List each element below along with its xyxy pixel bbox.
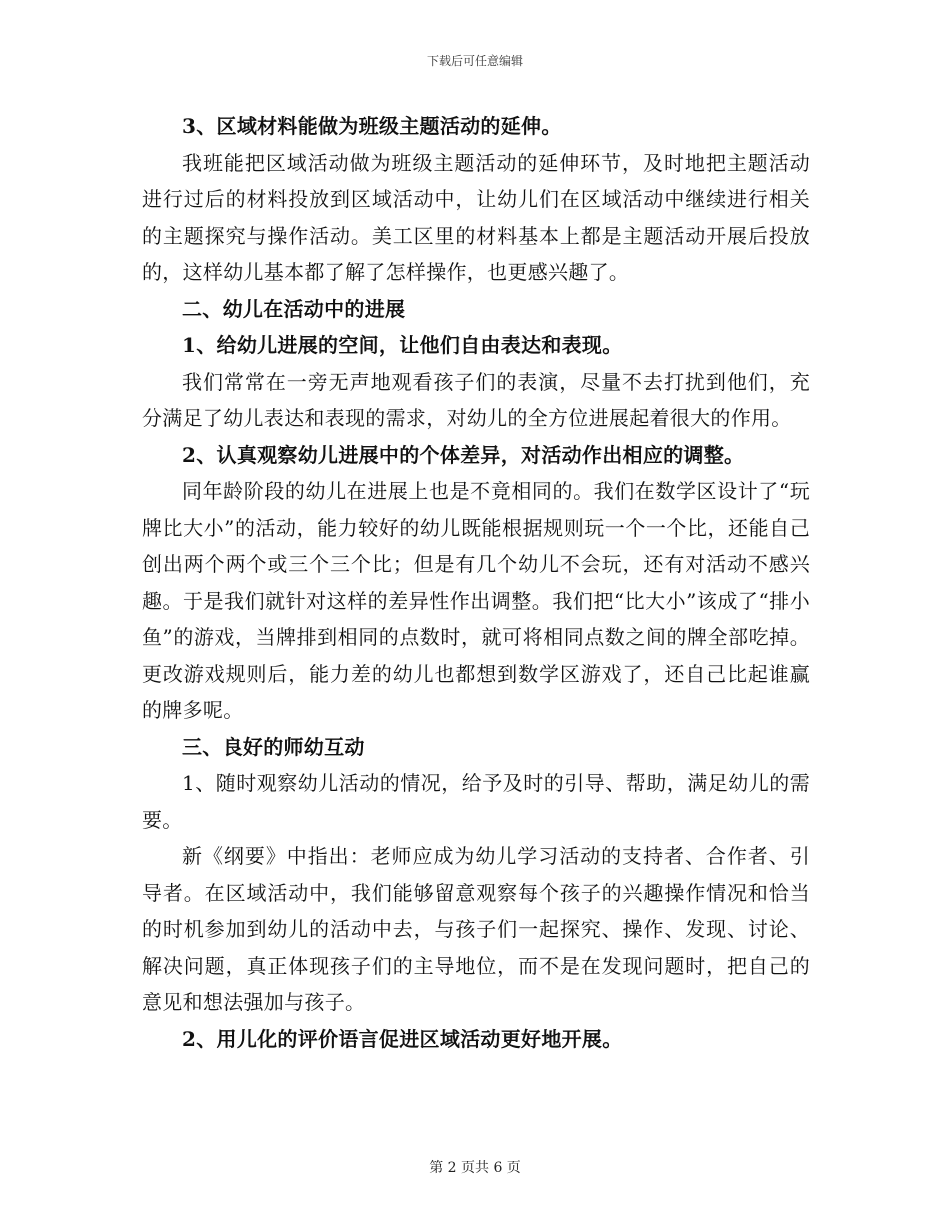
paragraph-11: 2、用儿化的评价语言促进区域活动更好地开展。 <box>182 1026 623 1051</box>
document-body <box>142 108 810 1057</box>
paragraph-8: 三、良好的师幼互动 <box>182 734 365 759</box>
paragraph-5: 我们常常在一旁无声地观看孩子们的表演，尽量不去打扰到他们，充分满足了幼儿表达和表现的需求，对幼儿的全方位进展起着很大的作用。 <box>142 369 810 430</box>
paragraph-7: 同年龄阶段的幼儿在进展上也是不竟相同的。我们在数学区设计了“玩牌比大小”的活动，能力较好的幼儿既能根据规则玩一个一个比，还能自己创出两个两个或三个三个比；但是有几个幼儿不会玩，还有对活动不感兴趣。于是我们就针对这样的差异性作出调整。我们把“比大小”该成了“排小鱼”的游戏，当牌排到相同的点数时，就可将相同点数之间的牌全部吃掉。更改游戏规则后，能力差的幼儿也都想到数学区游戏了，还自己比起谁赢的牌多呢。 <box>142 479 810 722</box>
page-header: 下载后可任意编辑 <box>426 54 523 68</box>
paragraph-2: 我班能把区域活动做为班级主题活动的延伸环节，及时地把主题活动进行过后的材料投放到区域活动中，让幼儿们在区域活动中继续进行相关的主题探究与操作活动。美工区里的材料基本上都是主题活动开展后投放的，这样幼儿基本都了解了怎样操作，也更感兴趣了。 <box>142 150 810 284</box>
paragraph-9: 1、随时观察幼儿活动的情况，给予及时的引导、帮助，满足幼儿的需要。 <box>142 771 810 832</box>
paragraph-3: 二、幼儿在活动中的进展 <box>182 296 406 321</box>
page-footer: 第 2 页共 6 页 <box>429 1160 521 1176</box>
paragraph-1: 3、区域材料能做为班级主题活动的延伸。 <box>182 114 562 138</box>
paragraph-10: 新《纲要》中指出：老师应成为幼儿学习活动的支持者、合作者、引导者。在区域活动中，我们能够留意观察每个孩子的兴趣操作情况和恰当的时机参加到幼儿的活动中去，与孩子们一起探究、操作、发现、讨论、解决问题，真正体现孩子们的主导地位，而不是在发现问题时，把自己的意见和想法强加与孩子。 <box>142 844 810 1014</box>
paragraph-4: 1、给幼儿进展的空间，让他们自由表达和表现。 <box>182 333 623 357</box>
paragraph-6: 2、认真观察幼儿进展中的个体差异，对活动作出相应的调整。 <box>182 442 745 467</box>
